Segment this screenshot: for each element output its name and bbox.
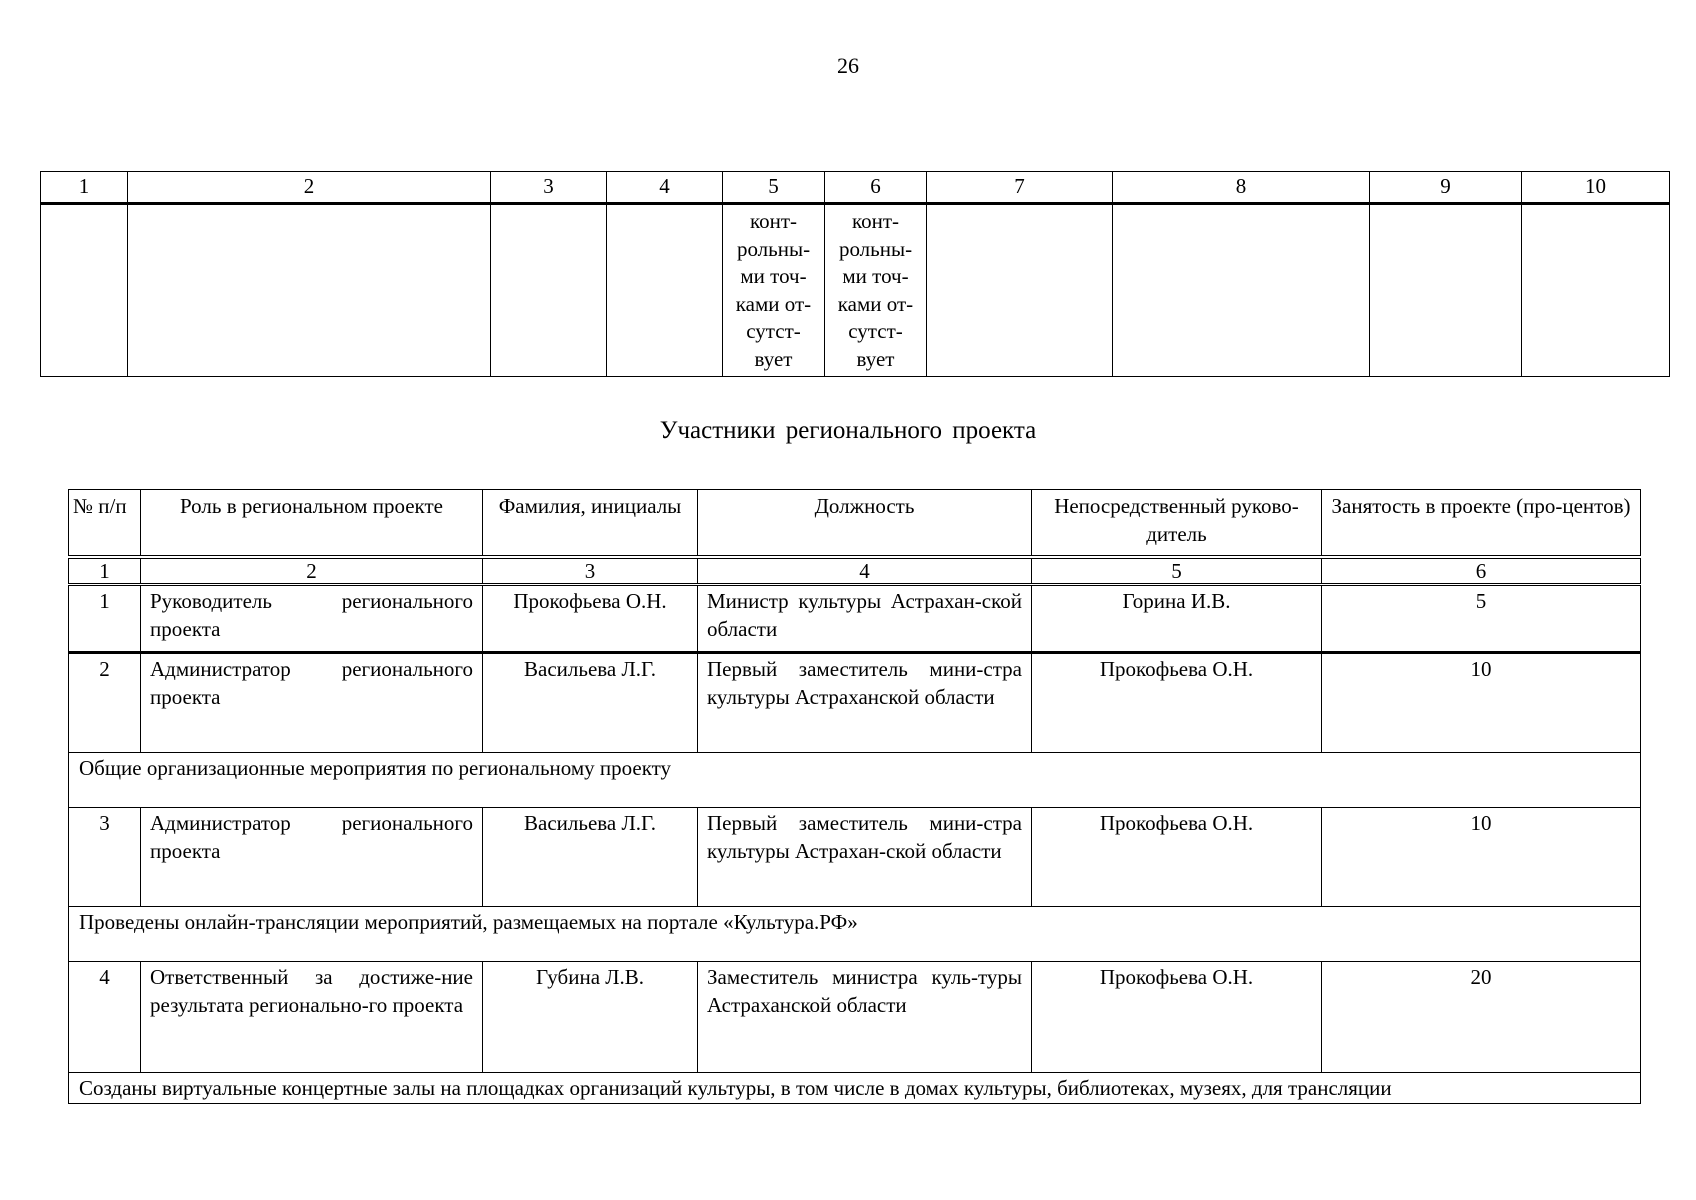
col6-note bbox=[825, 204, 927, 377]
section-row bbox=[69, 907, 1641, 962]
row-supervisor: Прокофьева О.Н. bbox=[1032, 808, 1322, 907]
table-row bbox=[69, 962, 1641, 1073]
text-line: вует bbox=[754, 346, 793, 371]
header-position: Должность bbox=[698, 490, 1032, 558]
col-number: 2 bbox=[141, 557, 483, 585]
row-supervisor: Горина И.В. bbox=[1032, 585, 1322, 653]
text-line: вует bbox=[856, 346, 895, 371]
row-num: 1 bbox=[69, 585, 141, 653]
cell bbox=[41, 204, 128, 377]
cell bbox=[1370, 204, 1522, 377]
col-number-9: 9 bbox=[1370, 172, 1522, 204]
cell bbox=[128, 204, 491, 377]
col-number: 6 bbox=[1322, 557, 1641, 585]
page-number: 26 bbox=[837, 53, 859, 78]
col-number-10: 10 bbox=[1522, 172, 1670, 204]
col-number-3: 3 bbox=[491, 172, 607, 204]
row-employment: 10 bbox=[1322, 808, 1641, 907]
col-number-8: 8 bbox=[1113, 172, 1370, 204]
row-role: Администратор регионального проекта bbox=[141, 808, 483, 907]
row-num: 3 bbox=[69, 808, 141, 907]
table-row bbox=[69, 808, 1641, 907]
section-title: Участники регионального проекта bbox=[659, 417, 1037, 444]
row-name: Прокофьева О.Н. bbox=[483, 585, 698, 653]
col-number-6: 6 bbox=[825, 172, 927, 204]
section-label: Созданы виртуальные концертные залы на площадках организаций культуры, в том числе в домах культуры, библиотеках, музеях, для трансляции bbox=[69, 1073, 1641, 1104]
text-line: ми точ- bbox=[740, 264, 807, 288]
row-employment: 20 bbox=[1322, 962, 1641, 1073]
text-line: сутст- bbox=[746, 319, 801, 343]
row-num: 4 bbox=[69, 962, 141, 1073]
cell bbox=[607, 204, 723, 377]
row-position: Заместитель министра куль-туры Астраханской области bbox=[698, 962, 1032, 1073]
section-label: Проведены онлайн-трансляции мероприятий, размещаемых на портале «Культура.РФ» bbox=[69, 907, 1641, 962]
row-position: Первый заместитель мини-стра культуры Астрахан-ской области bbox=[698, 808, 1032, 907]
row-position: Первый заместитель мини-стра культуры Астраханской области bbox=[698, 653, 1032, 753]
header-name: Фамилия, инициалы bbox=[483, 490, 698, 558]
cell bbox=[1522, 204, 1670, 377]
header-role: Роль в региональном проекте bbox=[141, 490, 483, 558]
cell bbox=[927, 204, 1113, 377]
text-line: ками от- bbox=[837, 291, 914, 316]
participants-header-row bbox=[69, 490, 1641, 558]
text-line: ми точ- bbox=[842, 264, 909, 288]
col-number-4: 4 bbox=[607, 172, 723, 204]
row-role: Руководитель регионального проекта bbox=[141, 585, 483, 653]
participants-table bbox=[68, 489, 1641, 1104]
row-supervisor: Прокофьева О.Н. bbox=[1032, 653, 1322, 753]
header-supervisor: Непосредственный руково-дитель bbox=[1032, 490, 1322, 558]
column-numbers-row bbox=[69, 557, 1641, 585]
col-number: 4 bbox=[698, 557, 1032, 585]
text-line: конт- bbox=[749, 209, 798, 233]
text-line: конт- bbox=[851, 209, 900, 233]
col-number-7: 7 bbox=[927, 172, 1113, 204]
row-role: Администратор регионального проекта bbox=[141, 653, 483, 753]
col-number-1: 1 bbox=[41, 172, 128, 204]
row-name: Васильева Л.Г. bbox=[483, 653, 698, 753]
col-number: 3 bbox=[483, 557, 698, 585]
continuation-body-row bbox=[41, 204, 1670, 377]
continuation-header-row bbox=[41, 172, 1670, 204]
row-supervisor: Прокофьева О.Н. bbox=[1032, 962, 1322, 1073]
text-line: рольны- bbox=[838, 236, 913, 261]
text-line: сутст- bbox=[848, 319, 903, 343]
table-row bbox=[69, 585, 1641, 653]
header-num: № п/п bbox=[69, 490, 141, 558]
section-row bbox=[69, 753, 1641, 808]
row-employment: 10 bbox=[1322, 653, 1641, 753]
section-label: Общие организационные мероприятия по региональному проекту bbox=[69, 753, 1641, 808]
col-number: 5 bbox=[1032, 557, 1322, 585]
row-employment: 5 bbox=[1322, 585, 1641, 653]
text-line: ками от- bbox=[735, 291, 812, 316]
header-employment: Занятость в проекте (про-центов) bbox=[1322, 490, 1641, 558]
section-row bbox=[69, 1073, 1641, 1104]
col-number-5: 5 bbox=[723, 172, 825, 204]
col-number: 1 bbox=[69, 557, 141, 585]
cell bbox=[491, 204, 607, 377]
row-num: 2 bbox=[69, 653, 141, 753]
cell bbox=[1113, 204, 1370, 377]
col-number-2: 2 bbox=[128, 172, 491, 204]
continuation-table bbox=[40, 171, 1670, 377]
row-position: Министр культуры Астрахан-ской области bbox=[698, 585, 1032, 653]
col5-note bbox=[723, 204, 825, 377]
text-line: рольны- bbox=[736, 236, 811, 261]
row-role: Ответственный за достиже-ние результата регионально-го проекта bbox=[141, 962, 483, 1073]
table-row bbox=[69, 653, 1641, 753]
row-name: Губина Л.В. bbox=[483, 962, 698, 1073]
row-name: Васильева Л.Г. bbox=[483, 808, 698, 907]
